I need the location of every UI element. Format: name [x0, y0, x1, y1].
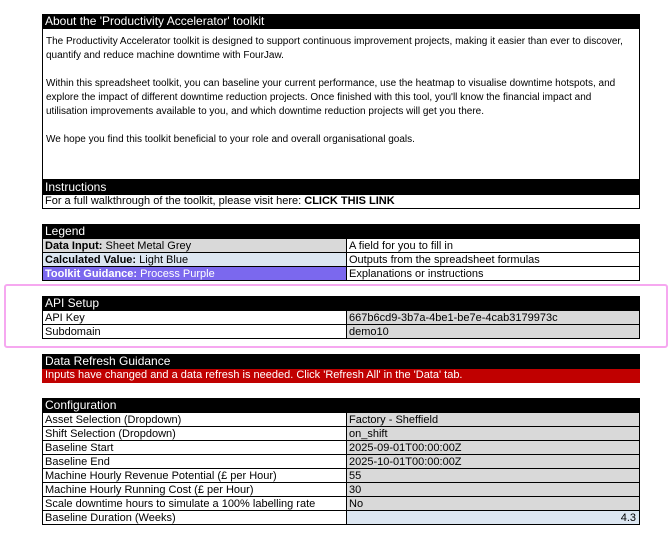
legend-section [42, 224, 640, 281]
api-key-row [42, 311, 640, 325]
about-section [42, 14, 640, 180]
legend-desc: Explanations or instructions [349, 268, 484, 280]
legend-key: Toolkit Guidance: [45, 268, 138, 280]
legend-desc: A field for you to fill in [349, 240, 453, 252]
subdomain-input[interactable]: demo10 [347, 325, 639, 338]
legend-key: Data Input: [45, 240, 103, 252]
api-key-input[interactable]: 667b6cd9-3b7a-4be1-be7e-4cab3179973c [347, 311, 639, 324]
about-body [42, 29, 640, 180]
about-paragraph: The Productivity Accelerator toolkit is designed to support continuous improvement projects, making it easier than ever to discover, quantify and reduce machine downtime with FourJaw. [46, 36, 623, 61]
subdomain-row [42, 325, 640, 339]
config-label: Machine Hourly Revenue Potential (£ per Hour) [43, 469, 347, 482]
legend-key-cell [43, 267, 347, 280]
instructions-title: Instructions [42, 180, 640, 195]
hourly-revenue-input[interactable]: 55 [347, 469, 639, 482]
legend-value: Light Blue [136, 254, 189, 266]
legend-row [42, 253, 640, 267]
config-row [42, 441, 640, 455]
scale-downtime-input[interactable]: No [347, 497, 639, 510]
legend-key: Calculated Value: [45, 254, 137, 266]
asset-selection-dropdown[interactable]: Factory - Sheffield [347, 413, 639, 426]
instructions-section [42, 180, 640, 209]
config-row [42, 469, 640, 483]
config-row [42, 483, 640, 497]
about-title: About the 'Productivity Accelerator' toolkit [42, 14, 640, 29]
legend-row [42, 267, 640, 281]
config-label: Machine Hourly Running Cost (£ per Hour) [43, 483, 347, 496]
legend-row [42, 239, 640, 253]
legend-value: Process Purple [137, 268, 215, 280]
api-setup-section [42, 296, 640, 339]
baseline-start-input[interactable]: 2025-09-01T00:00:00Z [347, 441, 639, 454]
baseline-duration-value: 4.3 [347, 511, 639, 524]
api-setup-title: API Setup [42, 296, 640, 311]
config-row [42, 497, 640, 511]
configuration-section [42, 398, 640, 525]
config-row [42, 427, 640, 441]
legend-title: Legend [42, 224, 640, 239]
config-row [42, 511, 640, 525]
config-label: Baseline End [43, 455, 347, 468]
instructions-text: For a full walkthrough of the toolkit, please visit here: [45, 195, 305, 207]
refresh-message: Inputs have changed and a data refresh is needed. Click 'Refresh All' in the 'Data' tab. [42, 369, 640, 383]
config-row [42, 413, 640, 427]
config-label: Baseline Duration (Weeks) [43, 511, 347, 524]
refresh-section [42, 354, 640, 383]
config-row [42, 455, 640, 469]
subdomain-label: Subdomain [43, 325, 347, 338]
baseline-end-input[interactable]: 2025-10-01T00:00:00Z [347, 455, 639, 468]
legend-key-cell [43, 253, 347, 266]
refresh-title: Data Refresh Guidance [42, 354, 640, 369]
about-paragraph: Within this spreadsheet toolkit, you can baseline your current performance, use the heatmap to visualise downtime hotspots, and explore the impact of different downtime reduction projects. Once finished with this tool, you'll know the financial impact and utilisation improvements available to you, and which downtime reduction projects will get you there. [46, 78, 616, 117]
legend-desc: Outputs from the spreadsheet formulas [349, 254, 540, 266]
configuration-title: Configuration [42, 398, 640, 413]
config-label: Shift Selection (Dropdown) [43, 427, 347, 440]
legend-value: Sheet Metal Grey [102, 240, 192, 252]
walkthrough-link[interactable]: CLICK THIS LINK [304, 195, 395, 207]
config-label: Asset Selection (Dropdown) [43, 413, 347, 426]
legend-key-cell [43, 239, 347, 252]
hourly-cost-input[interactable]: 30 [347, 483, 639, 496]
instructions-row [42, 195, 640, 209]
shift-selection-dropdown[interactable]: on_shift [347, 427, 639, 440]
config-label: Scale downtime hours to simulate a 100% labelling rate [43, 497, 347, 510]
config-label: Baseline Start [43, 441, 347, 454]
api-key-label: API Key [43, 311, 347, 324]
about-paragraph: We hope you find this toolkit beneficial to your role and overall organisational goals. [46, 134, 415, 145]
